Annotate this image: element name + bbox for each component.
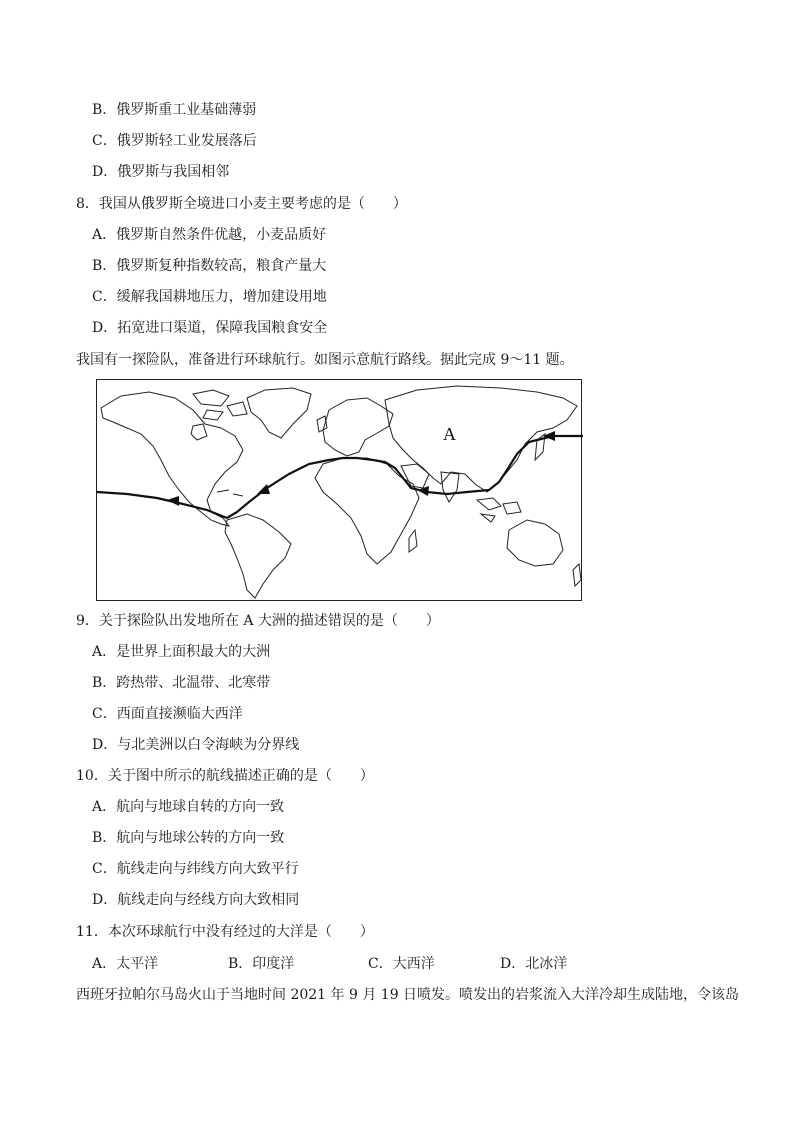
q7-option-c: C．俄罗斯轻工业发展落后 [92, 133, 257, 149]
q8-option-d: D．拓宽进口渠道，保障我国粮食安全 [92, 320, 328, 336]
route-mediterranean [329, 458, 373, 460]
q7-option-d: D．俄罗斯与我国相邻 [92, 164, 230, 180]
hudson-bay [191, 424, 207, 440]
europe-landmass [323, 398, 393, 456]
q11-option-a: A．太平洋 [92, 956, 159, 972]
world-map-figure [96, 379, 582, 601]
madagascar [409, 530, 417, 552]
q8-option-b: B．俄罗斯复种指数较高，粮食产量大 [92, 258, 327, 274]
q9-option-a: A．是世界上面积最大的大洲 [92, 644, 271, 660]
q9-option-b: B．跨热带、北温带、北寒带 [92, 675, 271, 691]
greenland-landmass [247, 388, 311, 438]
q8-stem: 8．我国从俄罗斯全境进口小麦主要考虑的是（ ） [76, 196, 407, 212]
southeast-asia-islands [477, 498, 521, 522]
q11-options-row [92, 954, 652, 974]
q10-stem: 10．关于图中所示的航线描述正确的是（ ） [76, 768, 374, 784]
q7-option-b: B．俄罗斯重工业基础薄弱 [92, 102, 257, 118]
world-map-svg [97, 380, 583, 602]
q10-option-a: A．航向与地球自转的方向一致 [92, 799, 285, 815]
africa-landmass [315, 458, 419, 564]
q8-option-c: C．缓解我国耕地压力，增加建设用地 [92, 289, 327, 305]
q10-option-d: D．航线走向与经线方向大致相同 [92, 892, 300, 908]
q10-option-c: C．航线走向与纬线方向大致平行 [92, 861, 299, 877]
q9-option-c: C．西面直接濒临大西洋 [92, 706, 243, 722]
map-intro-paragraph: 我国有一探险队，准备进行环球航行。如图示意航行路线。据此完成 9～11 题。 [76, 352, 574, 368]
new-zealand [573, 564, 581, 586]
q8-option-a: A．俄罗斯自然条件优越，小麦品质好 [92, 227, 327, 243]
q9-option-d: D．与北美洲以白令海峡为分界线 [92, 737, 300, 753]
route-arrow-3 [257, 484, 270, 494]
arabia [401, 464, 429, 488]
q9-stem: 9．关于探险队出发地所在 A 大洲的描述错误的是（ ） [76, 613, 440, 629]
continent-label-a: A [443, 424, 456, 444]
south-america-landmass [225, 514, 291, 598]
route-indian-ocean [373, 460, 489, 494]
india [441, 472, 459, 502]
route-atlantic [227, 460, 329, 518]
q10-option-b: B．航向与地球公转的方向一致 [92, 830, 285, 846]
q11-option-d: D．北冰洋 [500, 956, 568, 972]
route-pacific-west [97, 492, 227, 518]
british-isles [317, 416, 327, 432]
arctic-islands [193, 390, 247, 420]
q11-option-b: B．印度洋 [228, 956, 295, 972]
volcano-paragraph: 西班牙拉帕尔马岛火山于当地时间 2021 年 9 月 19 日喷发。喷发出的岩浆流入大洋冷却生成陆地，令该岛 [76, 987, 740, 1003]
q11-option-c: C．大西洋 [368, 956, 435, 972]
asia-landmass [385, 386, 577, 492]
caribbean-islands [217, 490, 243, 496]
q11-stem: 11．本次环球航行中没有经过的大洋是（ ） [76, 924, 374, 940]
route-pacific-east [489, 436, 583, 490]
australia-landmass [507, 520, 563, 566]
